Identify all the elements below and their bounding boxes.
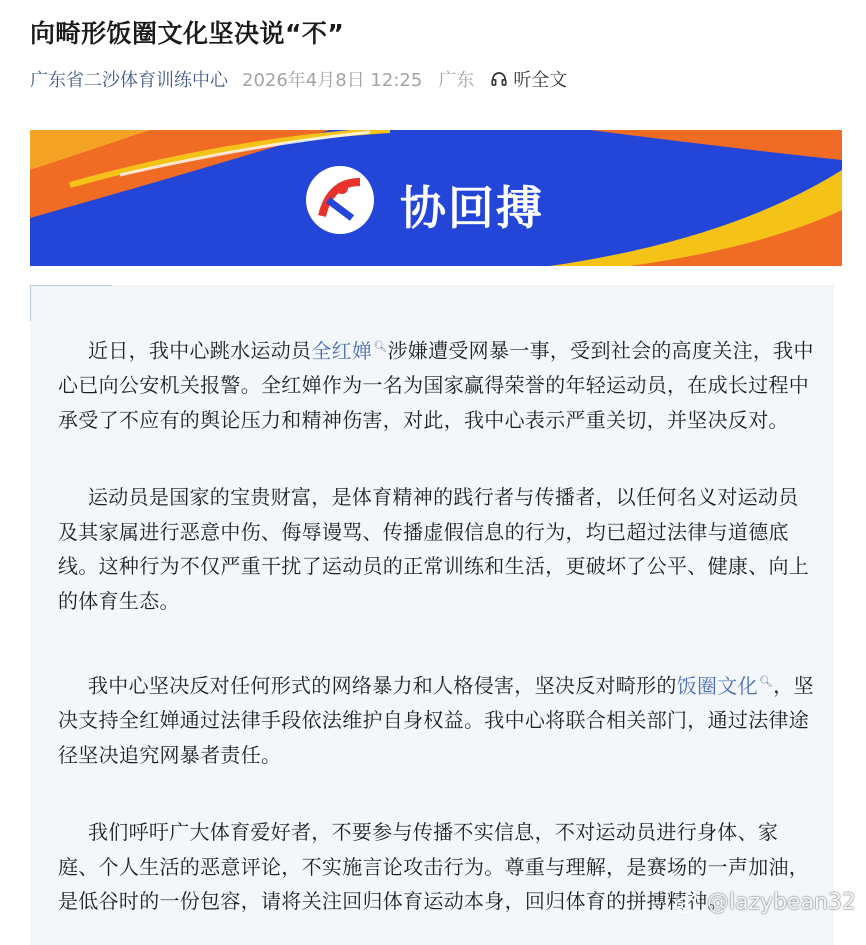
text-line: 庭、个人生活的恶意评论，不实施言论攻击行为。尊重与理解，是赛场的一声加油， <box>58 854 810 879</box>
headphones-icon <box>490 70 508 88</box>
corner-divider <box>30 285 112 286</box>
listen-button[interactable] <box>490 66 567 92</box>
listen-label: 听全文 <box>513 70 568 91</box>
watermark-text: @lazybean32 <box>706 890 856 915</box>
weibo-logo-icon <box>675 892 701 914</box>
search-icon: 🔍︎ <box>758 675 774 688</box>
paragraph-1 <box>58 330 830 437</box>
source-link[interactable]: 广东省二沙体育训练中心 <box>30 70 228 91</box>
text-line: 运动员是国家的宝贵财富，是体育精神的践行者与传播者，以任何名义对运动员 <box>88 485 799 509</box>
publish-date: 2026年4月8日 12:25 <box>242 70 423 91</box>
banner-image <box>30 130 842 266</box>
region-label: 广东 <box>438 70 475 91</box>
text-line: 及其家属进行恶意中伤、侮辱谩骂、传播虚假信息的行为，均已超过法律与道德底 <box>58 519 789 544</box>
article-meta <box>30 66 567 92</box>
corner-divider-vertical <box>30 285 31 321</box>
text-line: 决支持全红婵通过法律手段依法维护自身权益。我中心将联合相关部门，通过法律途 <box>58 708 810 733</box>
paragraph-3 <box>58 665 830 772</box>
brand-text: 协回搏 <box>400 181 544 235</box>
search-icon: 🔍︎ <box>373 340 388 353</box>
text-line: 我中心坚决反对任何形式的网络暴力和人格侵害，坚决反对畸形的饭圈文化🔍︎，坚 <box>88 673 814 698</box>
keyword-link-fan-culture[interactable]: 饭圈文化🔍︎ <box>676 673 774 698</box>
article-title: 向畸形饭圈文化坚决说“不” <box>30 19 345 48</box>
watermark <box>675 890 856 915</box>
text-line: 的体育生态。 <box>58 588 180 613</box>
keyword-link-athlete[interactable]: 全红婵🔍︎ <box>311 338 388 363</box>
text-line: 心已向公安机关报警。全红婵作为一名为国家赢得荣誉的年轻运动员，在成长过程中 <box>58 373 810 398</box>
text-line: 是低谷时的一份包容，请将关注回归体育运动本身，回归体育的拼搏精神。 <box>58 889 728 914</box>
text-line: 承受了不应有的舆论压力和精神伤害，对此，我中心表示严重关切，并坚决反对。 <box>58 407 789 432</box>
paragraph-2 <box>58 480 830 618</box>
brand-logo-icon <box>306 166 374 234</box>
text-line: 近日，我中心跳水运动员全红婵🔍︎涉嫌遭受网暴一事，受到社会的高度关注，我中 <box>88 338 814 363</box>
text-line: 线。这种行为不仅严重干扰了运动员的正常训练和生活，更破坏了公平、健康、向上 <box>58 554 810 579</box>
text-line: 径坚决追究网暴者责任。 <box>58 742 282 767</box>
text-line: 我们呼吁广大体育爱好者，不要参与传播不实信息，不对运动员进行身体、家 <box>88 820 779 844</box>
